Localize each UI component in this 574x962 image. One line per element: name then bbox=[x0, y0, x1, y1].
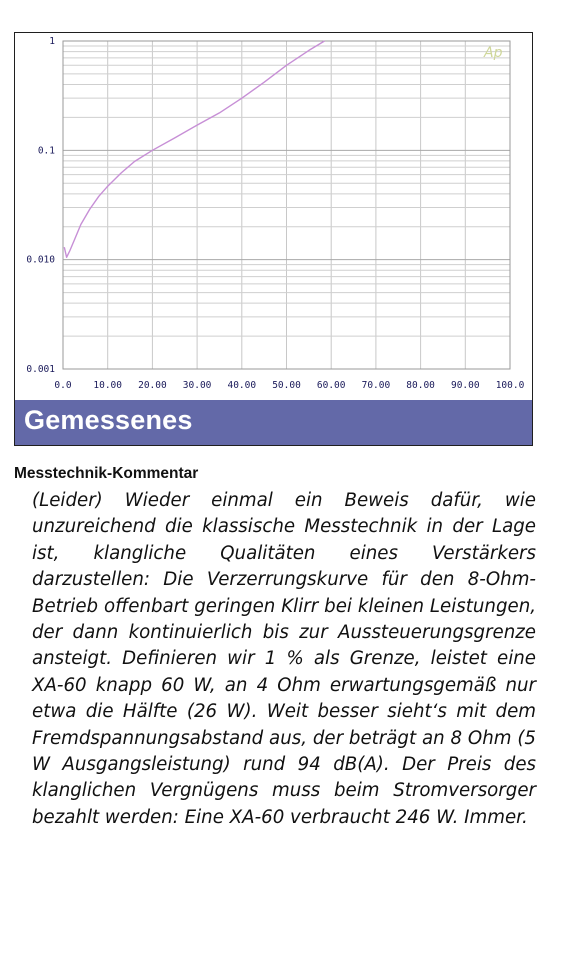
y-tick-label: 1 bbox=[49, 36, 55, 47]
section-title: Gemessenes bbox=[24, 405, 193, 435]
x-tick-label: 60.00 bbox=[316, 380, 346, 391]
x-tick-label: 10.00 bbox=[93, 380, 123, 391]
ap-logo-watermark: Ap bbox=[484, 45, 503, 61]
y-tick-label: 0.010 bbox=[26, 254, 55, 266]
distortion-chart bbox=[15, 33, 532, 400]
x-tick-label: 40.00 bbox=[227, 380, 257, 391]
chart-panel bbox=[14, 32, 533, 446]
x-tick-label: 50.00 bbox=[272, 380, 301, 391]
comment-heading: Messtechnik-Kommentar bbox=[14, 465, 199, 482]
comment-text: (Leider) Wieder einmal ein Beweis dafür, wie unzureichend die klassische Messtechnik in der Lage ist, klangliche Qualitäten eines Verstärkers darzustellen: Die Verzerrungskurve für den 8-Ohm-Betrieb offenbart geringen Klirr bei kleinen Leistungen, der dann kontinuierlich bis zur Aussteuerungsgrenze ansteigt. Definieren wir 1 % als Grenze, leistet eine XA-60 knapp 60 W, an 4 Ohm erwartungsgemäß nur etwa die Hälfte (26 W). Weit besser sieht‘s mit dem Fremdspannungsabstand aus, der beträgt an 8 Ohm (5 W Ausgangsleistung) rund 94 dB(A). Der Preis des klanglichen Vergnügens muss beim Stromversorger bezahlt werden: Eine XA-60 verbraucht 246 W. Immer. bbox=[32, 490, 536, 828]
section-header bbox=[15, 400, 532, 445]
x-tick-label: 90.00 bbox=[450, 380, 480, 391]
x-tick-label: 70.00 bbox=[361, 380, 391, 391]
y-tick-label: 0.1 bbox=[37, 145, 55, 157]
x-tick-label: 80.00 bbox=[406, 380, 435, 391]
x-tick-label: 30.00 bbox=[182, 380, 212, 391]
x-tick-label: 100.0 bbox=[495, 380, 525, 391]
x-tick-label: 20.00 bbox=[138, 380, 167, 391]
y-tick-label: 0.001 bbox=[26, 364, 55, 375]
x-tick-label: 0.0 bbox=[54, 380, 72, 391]
